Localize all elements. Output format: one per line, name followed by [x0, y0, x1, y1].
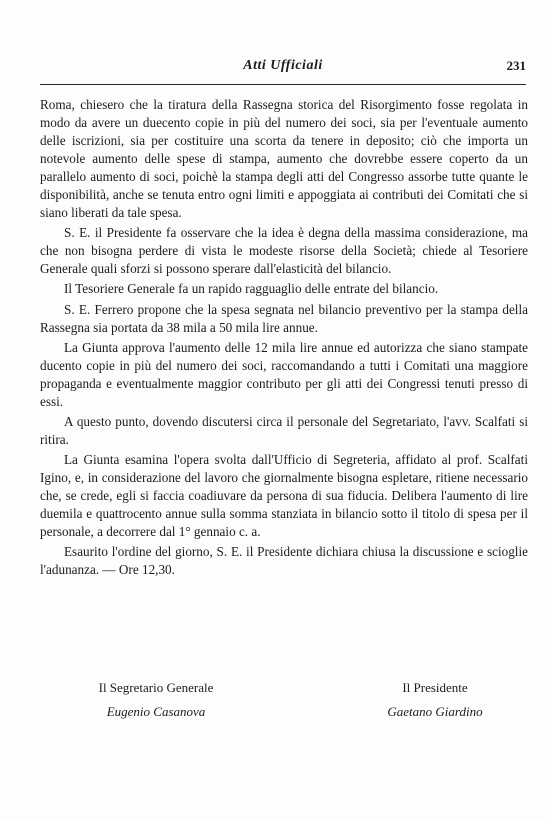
- signature-title: Il Presidente: [402, 680, 468, 695]
- paragraph: La Giunta approva l'aumento delle 12 mila lire annue ed autorizza che siano stampate ducento copie in più del numero dei soci, raccomandando a tutti i Comitati una maggiore propaganda e eventualmente maggior contributo per gli atti dei Congressi tenuti presso di essi.: [40, 339, 528, 409]
- paragraph: Esaurito l'ordine del giorno, S. E. il Presidente dichiara chiusa la discussione e scioglie l'adunanza. — Ore 12,30.: [40, 544, 528, 578]
- running-title: Atti Ufficiali: [243, 58, 323, 73]
- paragraph: Roma, chiesero che la tiratura della Rassegna storica del Risorgimento fosse regolata in modo da avere un duecento copie in più del numero dei soci, sia per l'eventuale aumento delle iscrizioni, sia per costituire una scorta da tenere in deposito; ciò che importa un notevole aumento delle spese di stampa, aumento che dovrebbe essere coperto da un parallelo aumento di soci, poichè la stampa degli atti del Congresso assorbe tutte quante le disponibilità, anche se tenuta entro ogni limiti e appoggiata ai contributi dei Comitati che si siano liberati da tale spesa.: [40, 97, 528, 221]
- header-rule: [40, 84, 526, 85]
- signature-name: Eugenio Casanova: [106, 704, 206, 719]
- paragraph: A questo punto, dovendo discutersi circa il personale del Segretariato, l'avv. Scalfati si ritira.: [40, 413, 528, 447]
- body-text: [40, 96, 528, 581]
- paragraph: S. E. Ferrero propone che la spesa segnata nel bilancio preventivo per la stampa della Rassegna sia portata da 38 mila a 50 mila lire annue.: [40, 301, 528, 335]
- signature-president: [350, 676, 520, 724]
- paragraph: La Giunta esamina l'opera svolta dall'Ufficio di Segreteria, affidato al prof. Scalfati Igino, e, in considerazione del lavoro che giornalmente bisogna espletare, ritiene necessario che, se crede, egli si faccia coadiuvare da persona di sua fiducia. Delibera l'aumento di lire duemila e quattrocento annue sulla somma stanziata in bilancio sotto il titolo di spesa per il personale, a decorrere dal 1° gennaio c. a.: [40, 451, 528, 540]
- signature-title: Il Segretario Generale: [98, 680, 214, 695]
- signature-name: Gaetano Giardino: [387, 704, 483, 719]
- page-number: 231: [506, 58, 526, 73]
- page-header: [40, 58, 526, 80]
- paragraph: S. E. il Presidente fa osservare che la idea è degna della massima considerazione, ma che non bisogna perdere di vista le modeste risorse della Società; chiede al Tesoriere Generale quali sforzi si possono sperare dall'elasticità del bilancio.: [40, 225, 528, 277]
- paragraph: Il Tesoriere Generale fa un rapido ragguaglio delle entrate del bilancio.: [64, 281, 439, 297]
- signature-secretary: [56, 676, 256, 724]
- signature-block: [40, 676, 528, 736]
